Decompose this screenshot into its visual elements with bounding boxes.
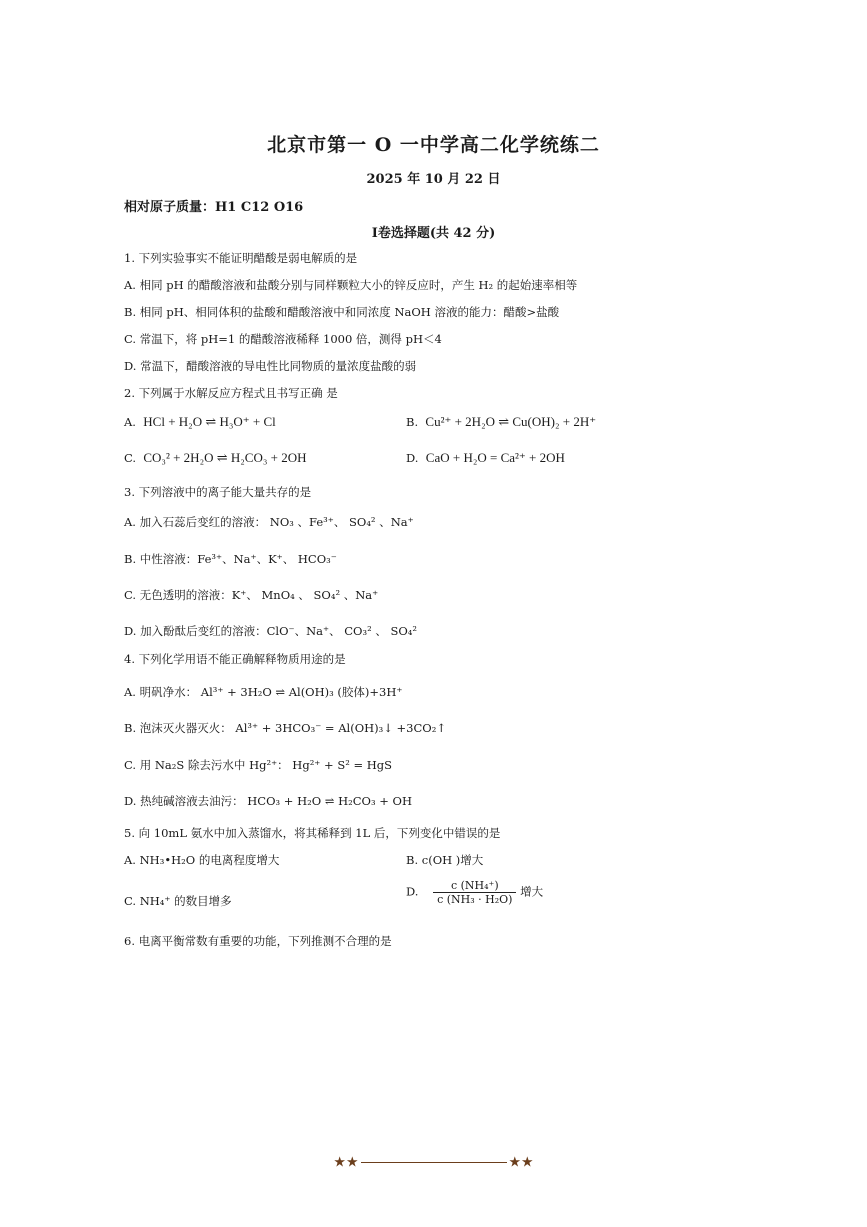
q5-option-b: B. c(OH )增大 [406, 853, 484, 867]
q2-option-a-label: A. [124, 415, 136, 429]
q2-option-b-equation: Cu²⁺ + 2H₂O ⇌ Cu(OH)₂ + 2H⁺ [425, 414, 597, 429]
q5-option-c: C. NH₄⁺ 的数目增多 [124, 894, 232, 908]
q3-option-d: D. 加入酚酞后变红的溶液：ClO⁻、Na⁺、 CO₃² 、 SO₄² [124, 624, 418, 638]
q6-stem: 6. 电离平衡常数有重要的功能，下列推测不合理的是 [124, 934, 392, 948]
q2-option-b [406, 414, 596, 430]
q2-option-d-label: D. [406, 451, 419, 465]
exam-date: 2025 年 10 月 22 日 [366, 172, 501, 187]
q3-option-b: B. 中性溶液：Fe³⁺、Na⁺、K⁺、 HCO₃⁻ [124, 552, 337, 566]
q1-stem: 1. 下列实验事实不能证明醋酸是弱电解质的是 [124, 251, 358, 265]
q5-option-d [406, 879, 543, 906]
star-icon-right: ★★ [508, 1154, 534, 1171]
q2-option-a [124, 414, 276, 430]
section-heading: Ⅰ卷选择题(共 42 分) [371, 226, 496, 241]
q4-option-a: A. 明矾净水： Al³⁺ + 3H₂O ⇌ Al(OH)₃ (胶体)+3H⁺ [124, 685, 403, 699]
q3-stem: 3. 下列溶液中的离子能大量共存的是 [124, 485, 312, 499]
fraction-numerator: c (NH₄⁺) [433, 879, 516, 893]
q4-option-d: D. 热纯碱溶液去油污： HCO₃ + H₂O ⇌ H₂CO₃ + OH [124, 794, 412, 808]
q4-stem: 4. 下列化学用语不能正确解释物质用途的是 [124, 652, 346, 666]
star-icon-left: ★★ [333, 1154, 359, 1171]
q1-option-a: A. 相同 pH 的醋酸溶液和盐酸分别与同样颗粒大小的锌反应时，产生 H₂ 的起始速率相等 [124, 278, 578, 292]
q2-stem: 2. 下列属于水解反应方程式且书写正确 是 [124, 386, 338, 400]
q5-option-d-label: D. [406, 884, 419, 899]
q3-option-a: A. 加入石蕊后变红的溶液： NO₃ 、Fe³⁺、 SO₄² 、Na⁺ [124, 515, 414, 529]
q2-option-d [406, 450, 565, 466]
q2-option-c-equation: CO₃² + 2H₂O ⇌ H₂CO₃ + 2OH [143, 450, 307, 465]
q5-option-a: A. NH₃•H₂O 的电离程度增大 [124, 853, 280, 867]
q2-option-c [124, 450, 307, 466]
atomic-mass-note: 相对原子质量：H1 C12 O16 [124, 200, 304, 215]
q4-option-c: C. 用 Na₂S 除去污水中 Hg²⁺： Hg²⁺ + S² = HgS [124, 758, 393, 772]
q5-stem: 5. 向 10mL 氨水中加入蒸馏水，将其稀释到 1L 后，下列变化中错误的是 [124, 826, 501, 840]
q4-option-b: B. 泡沫灭火器灭火： Al³⁺ + 3HCO₃⁻ = Al(OH)₃↓ +3CO₂↑ [124, 721, 446, 735]
q5-option-d-fraction [433, 879, 516, 906]
q1-option-d: D. 常温下，醋酸溶液的导电性比同物质的量浓度盐酸的弱 [124, 359, 417, 373]
q2-option-b-label: B. [406, 415, 419, 429]
q2-option-d-equation: CaO + H₂O = Ca²⁺ + 2OH [425, 450, 565, 465]
q1-option-b: B. 相同 pH、相同体积的盐酸和醋酸溶液中和同浓度 NaOH 溶液的能力：醋酸>盐酸 [124, 305, 560, 319]
footer-ornament [0, 1152, 867, 1171]
footer-divider [361, 1162, 507, 1163]
fraction-denominator: c (NH₃ · H₂O) [437, 893, 513, 906]
q2-option-a-equation: HCl + H₂O ⇌ H₃O⁺ + Cl [143, 414, 276, 429]
q2-option-c-label: C. [124, 451, 137, 465]
q5-option-d-tail: 增大 [520, 884, 544, 899]
q3-option-c: C. 无色透明的溶液：K⁺、 MnO₄ 、 SO₄² 、Na⁺ [124, 588, 379, 602]
page-title: 北京市第一 O 一中学高二化学统练二 [267, 134, 600, 156]
q1-option-c: C. 常温下，将 pH=1 的醋酸溶液稀释 1000 倍，测得 pH＜4 [124, 332, 442, 346]
